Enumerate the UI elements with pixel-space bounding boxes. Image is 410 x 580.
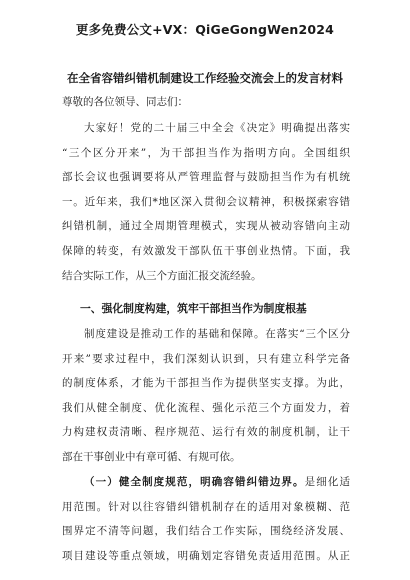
paragraph-line: 项目建设等重点领域，明确划定容错免责适用范围。从正 [62,549,350,562]
paragraph-line: 开来”要求过程中，我们深刻认识到，只有建立科学完备 [62,352,350,365]
paragraph-line: 保障的转变，有效激发干部队伍干事创业热情。下面，我 [62,244,350,257]
paragraph-line [62,470,350,495]
subsection-heading: （一）健全制度规范，明确容错纠错边界。 [84,476,305,488]
paragraph-line: 的制度体系，才能为干部担当作为提供坚实支撑。为此， [62,377,350,390]
intro-paragraph [62,116,350,288]
document-title: 在全省容错纠错机制建设工作经验交流会上的发言材料 [67,71,343,85]
paragraph-line: 部长会议也强调要将从严管理监督与鼓励担当作为有机统 [62,171,350,184]
paragraph-line: 纠错机制，通过全周期管理模式，实现从被动容错向主动 [62,220,350,233]
salutation: 尊敬的各位领导、同志们： [62,96,188,108]
paragraph-line: 用范围。针对以往容错纠错机制存在的适用对象模糊、范 [62,500,350,513]
subsection-paragraph [62,470,350,568]
promo-header: 更多免费公文+VX：QiGeGongWen2024 [75,22,335,37]
section-paragraph [62,322,350,470]
paragraph-line: “三个区分开来”，为干部担当作为指明方向。全国组织 [62,146,350,159]
paragraph-line: 力构建权责清晰、程序规范、运行有效的制度机制，让干 [62,426,350,439]
paragraph-line: 结合实际工作，从三个方面汇报交流经验。 [62,269,262,282]
paragraph-line: 大家好！党的二十届三中全会《决定》明确提出落实 [84,122,350,134]
paragraph-line: 围界定不清等问题，我们结合工作实际，围绕经济发展、 [62,525,350,538]
paragraph-line: 部在干事创业中有章可循、有规可依。 [62,450,241,463]
paragraph-line: 制度建设是推动工作的基础和保障。在落实“三个区分 [84,328,350,340]
paragraph-line: 我们从健全制度、优化流程、强化示范三个方面发力，着 [62,401,350,414]
paragraph-text: 是细化适 [304,476,350,488]
section-heading: 一、强化制度构建，筑牢干部担当作为制度根基 [80,302,307,315]
paragraph-line: 一。近年来，我们*地区深入贯彻会议精神，积极探索容错 [62,195,350,208]
